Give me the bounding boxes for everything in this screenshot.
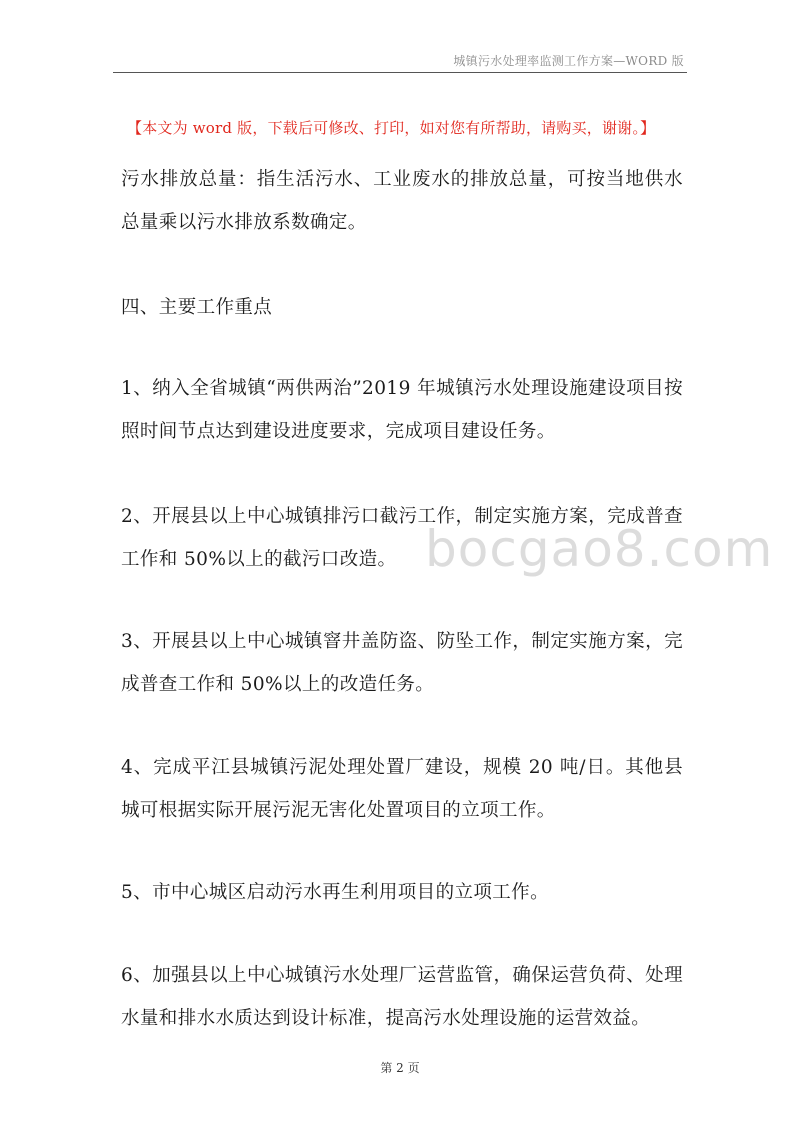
download-notice: 【本文为 word 版，下载后可修改、打印，如对您有所帮助，请购买，谢谢。】 (127, 119, 656, 137)
page-number: 第 2 页 (380, 1061, 420, 1075)
section-heading-key-work: 四、主要工作重点 (121, 297, 273, 318)
header-divider (113, 72, 687, 73)
paragraph-sewage-total: 污水排放总量：指生活污水、工业废水的排放总量，可按当地供水总量乘以污水排放系数确定。 (121, 169, 683, 233)
running-header: 城镇污水处理率监测工作方案—WORD 版 (453, 54, 684, 68)
list-item-4: 4、完成平江县城镇污泥处理处置厂建设，规模 20 吨/日。其他县城可根据实际开展污泥无害化处置项目的立项工作。 (121, 757, 683, 821)
list-item-5: 5、市中心城区启动污水再生利用项目的立项工作。 (121, 882, 549, 903)
list-item-3: 3、开展县以上中心城镇窨井盖防盗、防坠工作，制定实施方案，完成普查工作和 50%以上的改造任务。 (121, 631, 683, 695)
watermark: bocgao8.com (425, 520, 774, 578)
list-item-1: 1、纳入全省城镇“两供两治”2019 年城镇污水处理设施建设项目按照时间节点达到建设进度要求，完成项目建设任务。 (121, 378, 683, 442)
list-item-6: 6、加强县以上中心城镇污水处理厂运营监管，确保运营负荷、处理水量和排水水质达到设计标准，提高污水处理设施的运营效益。 (121, 965, 683, 1029)
list-item-2: 2、开展县以上中心城镇排污口截污工作，制定实施方案，完成普查工作和 50%以上的截污口改造。 (121, 506, 683, 570)
